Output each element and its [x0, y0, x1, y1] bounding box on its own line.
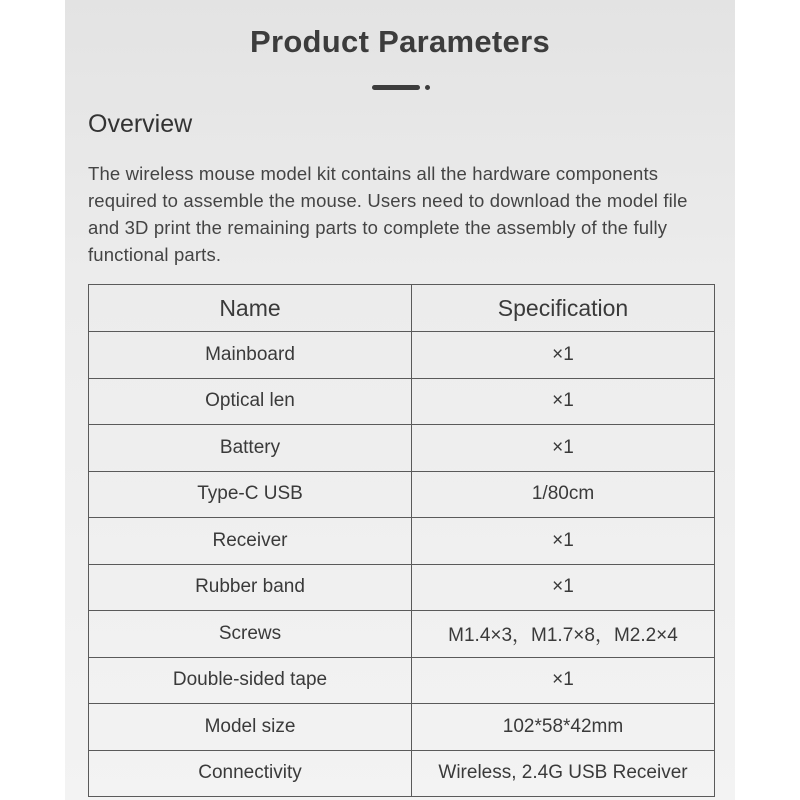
table-row [89, 425, 715, 472]
row-name-cell: Type-C USB [89, 471, 412, 518]
row-name-cell: Model size [89, 704, 412, 751]
table-row [89, 564, 715, 611]
row-name-cell: Receiver [89, 518, 412, 565]
underline-dot [425, 85, 430, 90]
product-parameters-page [65, 0, 735, 800]
row-name-cell: Rubber band [89, 564, 412, 611]
overview-description: The wireless mouse model kit contains all the hardware components required to assemble the mouse. Users need to download the model file and 3D print the remaining parts to complete the assembly of the fully functional parts. [88, 163, 688, 265]
page-title: Product Parameters [249, 24, 551, 59]
table-header-row [89, 285, 715, 332]
row-name-cell: Battery [89, 425, 412, 472]
row-name-cell: Screws [89, 611, 412, 658]
table-row [89, 471, 715, 518]
header-name: Name [89, 285, 412, 332]
table-row [89, 611, 715, 658]
row-spec-cell: ×1 [412, 657, 715, 704]
row-spec-cell: ×1 [412, 378, 715, 425]
table-row [89, 750, 715, 797]
row-spec-cell: ×1 [412, 332, 715, 379]
row-spec-cell: M1.4×3，M1.7×8，M2.2×4 [412, 611, 715, 658]
title-underline-decoration [372, 85, 432, 91]
table-row [89, 518, 715, 565]
header-specification: Specification [412, 285, 715, 332]
parameters-table [88, 284, 715, 797]
row-spec-cell: 1/80cm [412, 471, 715, 518]
row-spec-cell: ×1 [412, 564, 715, 611]
row-spec-cell: 102*58*42mm [412, 704, 715, 751]
table-row [89, 332, 715, 379]
row-name-cell: Optical len [89, 378, 412, 425]
row-spec-cell: ×1 [412, 518, 715, 565]
table-row [89, 704, 715, 751]
underline-bar [372, 85, 420, 90]
row-name-cell: Connectivity [89, 750, 412, 797]
table-row [89, 657, 715, 704]
overview-heading: Overview [88, 110, 193, 138]
row-spec-cell: Wireless, 2.4G USB Receiver [412, 750, 715, 797]
row-name-cell: Double-sided tape [89, 657, 412, 704]
table-row [89, 378, 715, 425]
row-name-cell: Mainboard [89, 332, 412, 379]
row-spec-cell: ×1 [412, 425, 715, 472]
